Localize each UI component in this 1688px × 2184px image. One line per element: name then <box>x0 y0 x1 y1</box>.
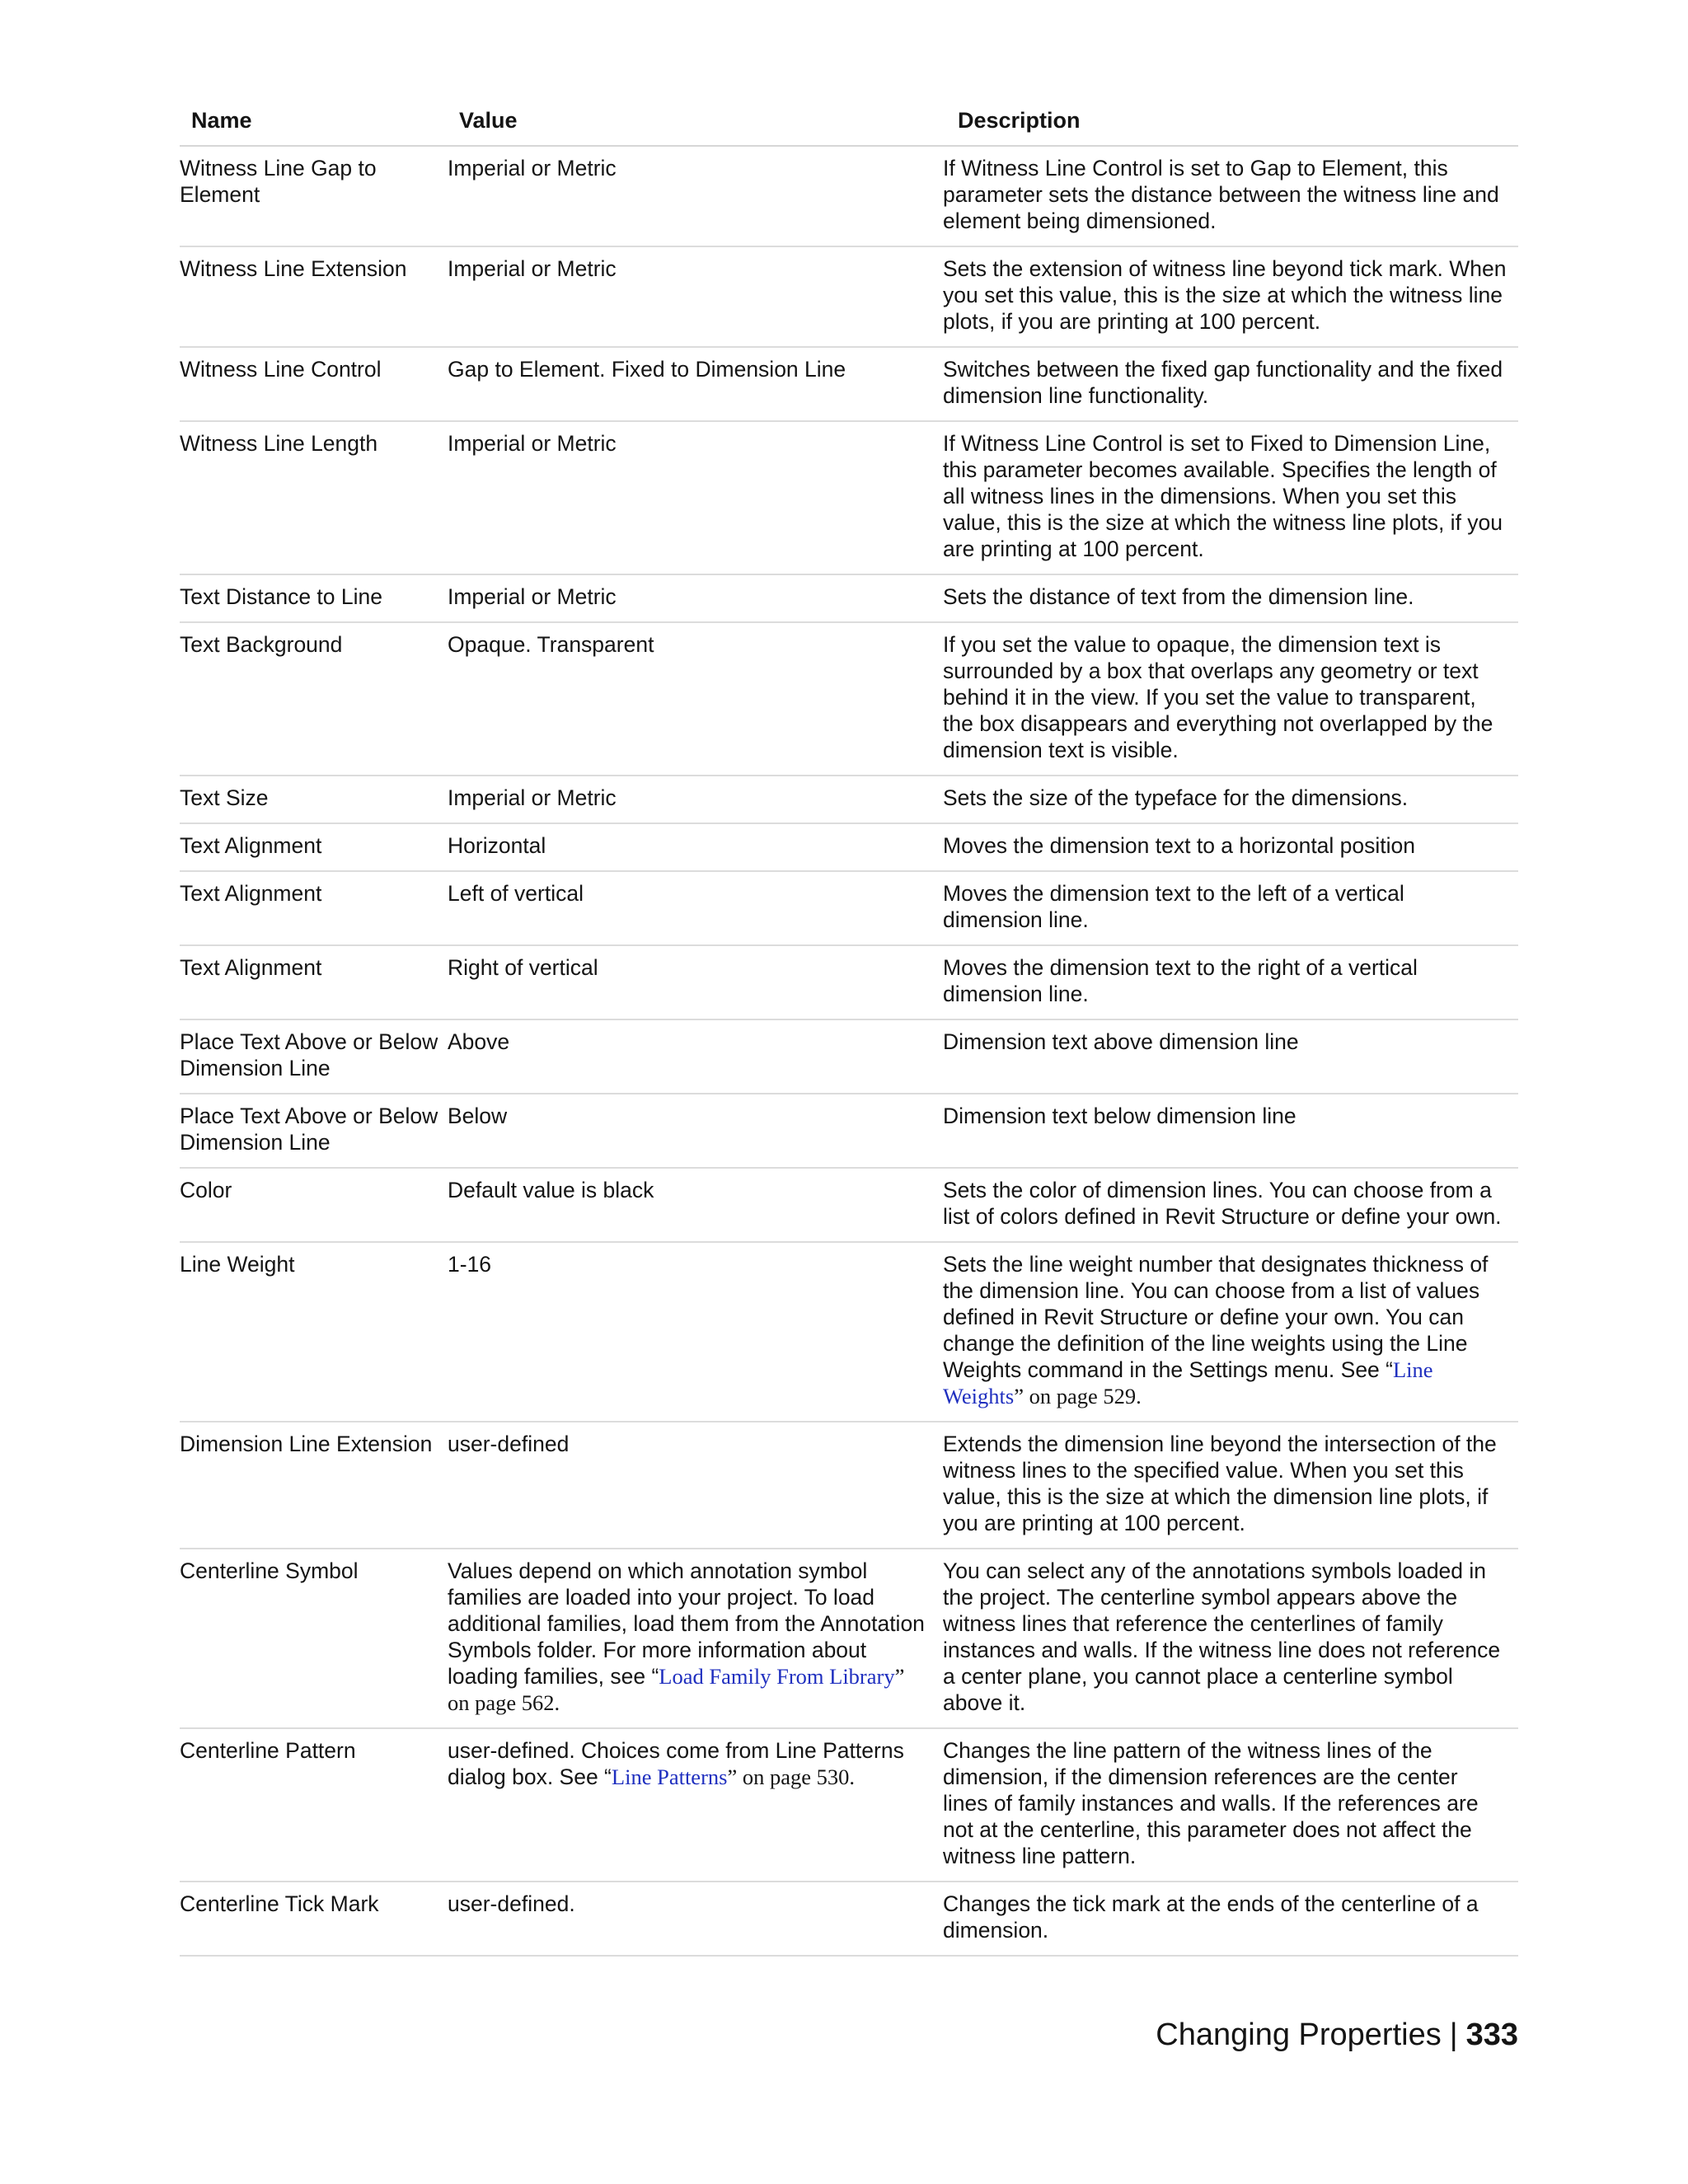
table-row <box>180 347 1518 421</box>
row-name: Centerline Pattern <box>180 1728 448 1882</box>
row-name: Place Text Above or Below Dimension Line <box>180 1094 448 1168</box>
row-value: 1-16 <box>448 1242 943 1422</box>
table-row <box>180 574 1518 622</box>
row-name: Witness Line Control <box>180 347 448 421</box>
row-description: Sets the size of the typeface for the dimensions. <box>943 776 1518 823</box>
row-value: Imperial or Metric <box>448 146 943 246</box>
row-name: Witness Line Gap to Element <box>180 146 448 246</box>
row-description: Dimension text below dimension line <box>943 1094 1518 1168</box>
table-row <box>180 776 1518 823</box>
row-value: Below <box>448 1094 943 1168</box>
row-value: Default value is black <box>448 1168 943 1242</box>
value-text: user-defined. Choices come from Line Patterns dialog box. See “ <box>448 1738 904 1789</box>
row-value <box>448 1728 943 1882</box>
table-row <box>180 1728 1518 1882</box>
row-value: Horizontal <box>448 823 943 871</box>
table-header-row <box>180 105 1518 146</box>
row-name: Text Distance to Line <box>180 574 448 622</box>
table-row <box>180 246 1518 347</box>
row-description: Changes the tick mark at the ends of the centerline of a dimension. <box>943 1882 1518 1956</box>
header-description: Description <box>943 105 1518 146</box>
value-text: Values depend on which annotation symbol families are loaded into your project. To load additional families, load them from the Annotation Symbols folder. For more information about loading families, see “ <box>448 1558 925 1689</box>
table-row <box>180 1549 1518 1728</box>
page-reference-text: ” on page 562. <box>448 1664 905 1715</box>
row-description: You can select any of the annotations symbols loaded in the project. The centerline symbol appears above the witness lines that reference the centerlines of family instances and walls. If the witness line does not reference a center plane, you cannot place a centerline symbol above it. <box>943 1549 1518 1728</box>
row-value: Left of vertical <box>448 871 943 945</box>
row-name: Text Alignment <box>180 945 448 1019</box>
row-name: Text Size <box>180 776 448 823</box>
table-row <box>180 622 1518 776</box>
table-row <box>180 1422 1518 1549</box>
table-row <box>180 1168 1518 1242</box>
row-description: Moves the dimension text to a horizontal position <box>943 823 1518 871</box>
table-body <box>180 146 1518 1956</box>
row-value: Above <box>448 1019 943 1094</box>
section-title: Changing Properties <box>1156 2018 1442 2052</box>
properties-table <box>180 105 1518 1957</box>
table-row <box>180 1094 1518 1168</box>
row-value: Imperial or Metric <box>448 246 943 347</box>
row-value: Opaque. Transparent <box>448 622 943 776</box>
table-row <box>180 1882 1518 1956</box>
row-value: Right of vertical <box>448 945 943 1019</box>
row-description: Sets the color of dimension lines. You can choose from a list of colors defined in Revit Structure or define your own. <box>943 1168 1518 1242</box>
row-description: If Witness Line Control is set to Fixed to Dimension Line, this parameter becomes available. Specifies the length of all witness lines in the dimensions. When you set this value, this is the size at which the witness line plots, if you are printing at 100 percent. <box>943 421 1518 574</box>
row-name: Place Text Above or Below Dimension Line <box>180 1019 448 1094</box>
table-row <box>180 1019 1518 1094</box>
row-description: Sets the distance of text from the dimension line. <box>943 574 1518 622</box>
page-number: 333 <box>1465 2018 1518 2052</box>
table-row <box>180 421 1518 574</box>
row-value: Imperial or Metric <box>448 574 943 622</box>
row-name: Witness Line Length <box>180 421 448 574</box>
row-name: Centerline Symbol <box>180 1549 448 1728</box>
row-description: Moves the dimension text to the right of a vertical dimension line. <box>943 945 1518 1019</box>
row-name: Color <box>180 1168 448 1242</box>
row-description: Dimension text above dimension line <box>943 1019 1518 1094</box>
table-row <box>180 871 1518 945</box>
page-reference-text: ” on page 530. <box>727 1765 855 1789</box>
row-name: Text Background <box>180 622 448 776</box>
row-description: If Witness Line Control is set to Gap to Element, this parameter sets the distance between the witness line and element being dimensioned. <box>943 146 1518 246</box>
page-footer <box>1156 2015 1518 2055</box>
row-description: Moves the dimension text to the left of a vertical dimension line. <box>943 871 1518 945</box>
row-name: Text Alignment <box>180 823 448 871</box>
row-value: Imperial or Metric <box>448 776 943 823</box>
row-value: Imperial or Metric <box>448 421 943 574</box>
header-name: Name <box>180 105 448 146</box>
row-name: Text Alignment <box>180 871 448 945</box>
line-patterns-link[interactable]: Line Patterns <box>611 1765 728 1789</box>
table-row <box>180 146 1518 246</box>
row-value <box>448 1549 943 1728</box>
table-row <box>180 1242 1518 1422</box>
table-row <box>180 945 1518 1019</box>
row-description: Switches between the fixed gap functionality and the fixed dimension line functionality. <box>943 347 1518 421</box>
table-row <box>180 823 1518 871</box>
description-text: Sets the line weight number that designates thickness of the dimension line. You can choose from a list of values defined in Revit Structure or define your own. You can change the definition of the line weights using the Line Weights command in the Settings menu. See “ <box>943 1252 1489 1382</box>
page-reference-text: ” on page 529. <box>1014 1384 1142 1408</box>
row-value: Gap to Element. Fixed to Dimension Line <box>448 347 943 421</box>
row-description: If you set the value to opaque, the dimension text is surrounded by a box that overlaps any geometry or text behind it in the view. If you set the value to transparent, the box disappears and everything not overlapped by the dimension text is visible. <box>943 622 1518 776</box>
row-description <box>943 1242 1518 1422</box>
row-value: user-defined <box>448 1422 943 1549</box>
row-name: Witness Line Extension <box>180 246 448 347</box>
row-description: Extends the dimension line beyond the intersection of the witness lines to the specified value. When you set this value, this is the size at which the dimension line plots, if you are printing at 100 percent. <box>943 1422 1518 1549</box>
footer-separator: | <box>1449 2018 1458 2052</box>
row-name: Centerline Tick Mark <box>180 1882 448 1956</box>
row-name: Dimension Line Extension <box>180 1422 448 1549</box>
row-name: Line Weight <box>180 1242 448 1422</box>
row-description: Sets the extension of witness line beyond tick mark. When you set this value, this is the size at which the witness line plots, if you are printing at 100 percent. <box>943 246 1518 347</box>
row-description: Changes the line pattern of the witness lines of the dimension, if the dimension references are the center lines of family instances and walls. If the references are not at the centerline, this parameter does not affect the witness line pattern. <box>943 1728 1518 1882</box>
row-value: user-defined. <box>448 1882 943 1956</box>
header-value: Value <box>448 105 943 146</box>
line-weights-link[interactable]: Line Weights <box>943 1357 1433 1408</box>
load-family-link[interactable]: Load Family From Library <box>659 1664 895 1689</box>
